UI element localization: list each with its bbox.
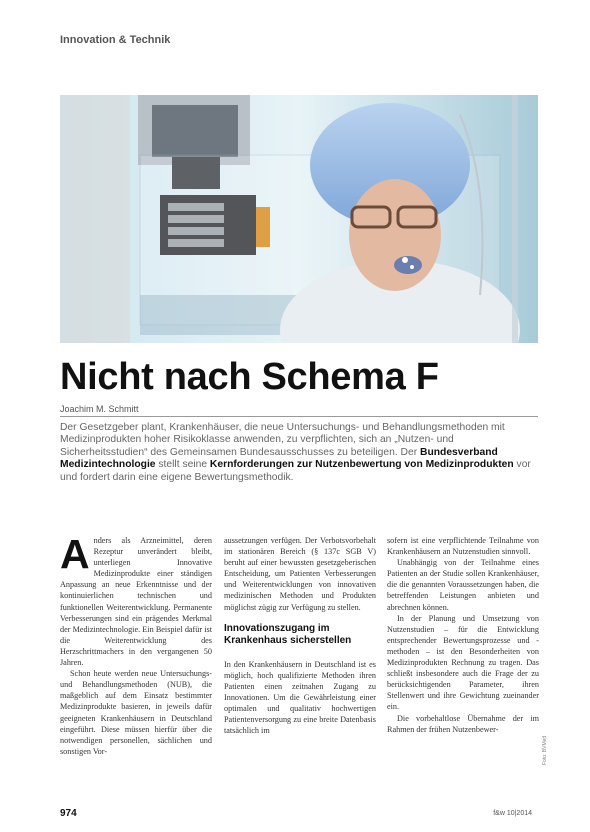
- drop-cap: A: [60, 531, 90, 577]
- body-paragraph: In der Planung und Umsetzung von Nutzenstudien – für die Entwicklung entsprechender Bewertungsprozesse und -methoden – ist den Besonderheiten von Medizinprodukten Rechnung zu tragen. Das schließt insbesondere auch die Frage der zu berücksichtigenden Parameter, ihren Stellenwert und ihre Gewichtung zueinander ein.: [387, 613, 539, 712]
- body-column-2: [224, 535, 376, 736]
- body-paragraph: In den Krankenhäusern in Deutschland ist es möglich, hoch qualifizierte Methoden ihren Patienten einen zeitnahen Zugang zu Innovationen. Um die Gewährleistung einer optimalen und qualitativ hochwertigen Patientenversorgung zu eine breite Datenbasis tatsächlich im: [224, 659, 376, 736]
- hero-photo: [60, 95, 538, 343]
- lead-text: vor und fordert darin eine eigene Bewertungsmethodik.: [60, 459, 531, 483]
- article-lead: [60, 422, 540, 484]
- lead-bold: Bundesverband Medizintechnologie: [60, 446, 498, 471]
- lead-text: Der Gesetzgeber plant, Krankenhäuser, die neue Untersuchungs- und Behandlungsmethoden mit Medizinprodukten hoher Risikoklasse anwenden, zu verpflichten, sich an „Nutzen- und Sicherheitsstudien“ des Gemeinsamen Bundesausschusses zu beteiligen. Der: [60, 422, 505, 458]
- section-label: Innovation & Technik: [60, 34, 171, 46]
- divider: [60, 416, 538, 417]
- lead-bold: Kernforderungen zur Nutzenbewertung von Medizinprodukten: [209, 459, 514, 471]
- article-title: Nicht nach Schema F: [60, 356, 439, 398]
- article-author: Joachim M. Schmitt: [60, 404, 139, 414]
- body-paragraph: Die vorbehaltlose Übernahme der im Rahmen der frühen Nutzenbewer-: [387, 713, 539, 734]
- issue-label: f&w 10|2014: [493, 810, 532, 817]
- body-column-3: [387, 535, 539, 735]
- lab-photo-icon: [60, 95, 538, 343]
- lead-text: stellt seine: [155, 459, 210, 471]
- photo-credit: Foto: BVMed: [542, 735, 548, 765]
- body-paragraph: Schon heute werden neue Untersuchungs- und Behandlungsmethoden (NUB), die maßgeblich auf dem Einsatz bestimmter Medizinprodukte basieren, in jeweils dafür geeigneten Krankenhäusern in Deutschland eingeführt. Diese müssen hierfür über die notwendigen personellen, sächlichen und sonstigen Vor-: [60, 669, 212, 756]
- page-number: 974: [60, 808, 77, 819]
- body-column-1: [60, 531, 212, 757]
- body-paragraph: Unabhängig von der Teilnahme eines Patienten an der Studie sollen Krankenhäuser, die die genannten Voraussetzungen haben, die betreffenden Leistungen anbieten und abrechnen können.: [387, 558, 539, 612]
- subheading: Innovationszugang im Krankenhaus sicherstellen: [224, 622, 352, 646]
- body-paragraph: sofern ist eine verpflichtende Teilnahme von Krankenhäusern an Nutzenstudien sinnvoll.: [387, 536, 539, 557]
- body-paragraph: aussetzungen verfügen. Der Verbotsvorbehalt im stationären Bereich (§ 137c SGB V) beruht auf einer bewussten gesetzgeberischen Entscheidung, um Patienten Verbesserungen und Weiterentwicklungen von innovativen medizinischen Methoden und Produkten möglichst zügig zur Verfügung zu stellen.: [224, 536, 376, 612]
- body-paragraph: nders als Arzneimittel, deren Rezeptur unverändert bleibt, unterliegen Innovative Medizinprodukte einer ständigen Anpassung an neue Erkenntnisse und der kontinuierlichen technischen und funktionellen Weiterentwicklung. Permanente Verbesserungen sind ein prägendes Merkmal der Medizintechnologie. Ein Beispiel dafür ist die Weiterentwicklung des Herzschrittmachers in den vergangenen 50 Jahren.: [60, 536, 212, 668]
